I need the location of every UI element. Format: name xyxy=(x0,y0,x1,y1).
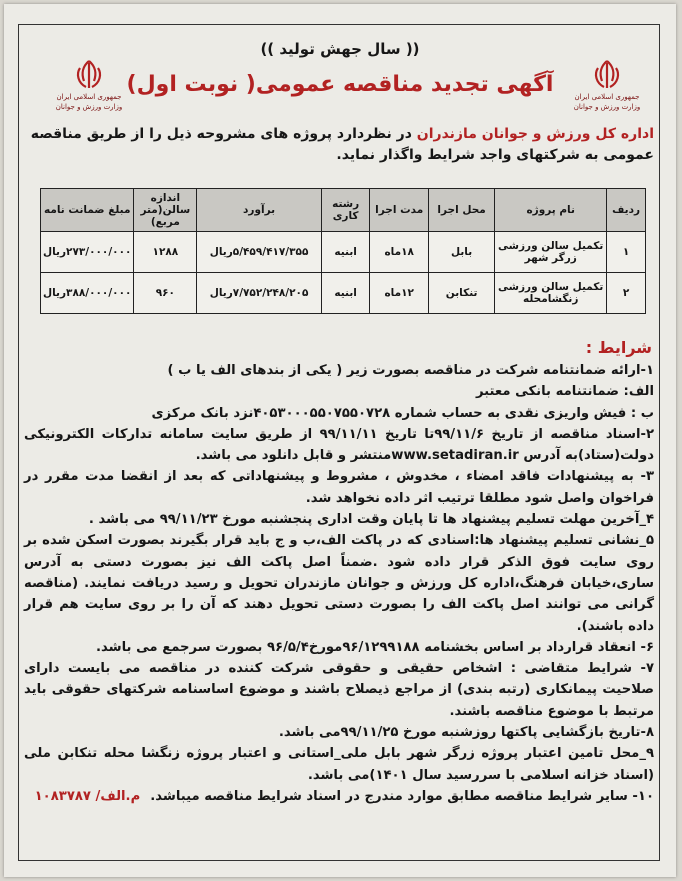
newspaper-clipping xyxy=(4,4,676,877)
header-discipline: رشته کاری xyxy=(321,189,370,232)
organization-name: اداره کل ورزش و جوانان مازندران xyxy=(416,126,654,142)
header-estimate: برآورد xyxy=(197,189,322,232)
intro-text: در نظردارد پروژه های مشروحه ذیل را از طریق مناقصه عمومی به شرکتهای واجد شرایط واگذار نماید. xyxy=(30,126,654,163)
cell-location: تنکابن xyxy=(428,273,494,314)
condition-item: ۷- شرایط متقاضی : اشخاص حقیقی و حقوقی شرکت کننده در مناقصه می بایست دارای صلاحیت پیمانکاری (رتبه بندی) از مراجع ذیصلاح باشند و موضوع اساسنامه شرکتهای حقوقی باید مرتبط با موضوع مناقصه باشند. xyxy=(24,661,654,719)
header-row-number: ردیف xyxy=(607,189,646,232)
condition-item: ب : فیش واریزی نقدی به حساب شماره ۴۰۵۳۰۰۰۵۵۰۷۵۵۰۷۲۸نزد بانک مرکزی xyxy=(151,405,654,421)
reference-number: م.الف/ ۱۰۸۳۷۸۷ xyxy=(34,788,141,804)
cell-row-number: ۲ xyxy=(607,273,646,314)
condition-item: ۴_آخرین مهلت تسلیم پیشنهاد ها تا پایان وقت اداری پنجشنبه مورخ ۹۹/۱۱/۲۳ می باشد . xyxy=(88,512,654,528)
emblem-left xyxy=(44,58,134,112)
cell-project-name: تکمیل سالن ورزشی زنگشامحله xyxy=(495,273,607,314)
cell-hall-size: ۱۲۸۸ xyxy=(134,232,197,273)
cell-guarantee-amount: ۲۷۳/۰۰۰/۰۰۰ریال xyxy=(41,232,134,273)
condition-item: ۲-اسناد مناقصه از تاریخ ۹۹/۱۱/۶تا تاریخ ۹۹/۱۱/۱۱ از طریق سایت سامانه تدارکات الکترونیکی دولت(ستاد)به آدرس www.setadiran.irمنتشر و قابل دانلود می باشد. xyxy=(24,426,654,464)
cell-project-name: تکمیل سالن ورزشی زرگر شهر xyxy=(495,232,607,273)
cell-duration: ۱۲ماه xyxy=(370,273,428,314)
cell-duration: ۱۸ماه xyxy=(370,232,428,273)
cell-discipline: ابنیه xyxy=(321,273,370,314)
emblem-right xyxy=(562,58,652,112)
condition-item: ۱-ارائه ضمانتنامه شرکت در مناقصه بصورت زیر ( یکی از بندهای الف یا ب ) xyxy=(167,363,654,378)
cell-estimate: ۵/۴۵۹/۴۱۷/۳۵۵ریال xyxy=(197,232,322,273)
iran-emblem-icon xyxy=(72,58,106,92)
emblem-caption-2: وزارت ورزش و جوانان xyxy=(55,103,123,111)
ad-title: آگهی تجدید مناقصه عمومی( نوبت اول) xyxy=(126,72,554,97)
condition-item-last xyxy=(24,786,654,807)
cell-guarantee-amount: ۳۸۸/۰۰۰/۰۰۰ریال xyxy=(41,273,134,314)
iran-emblem-icon xyxy=(590,58,624,92)
header-duration: مدت اجرا xyxy=(370,189,428,232)
condition-item: ۵_نشانی تسلیم پیشنهاد ها:اسنادی که در پاکت الف،ب و ج باید قرار بگیرند بصورت اسکن شده بر روی سایت فوق الذکر قرار داده شود .ضمناً اصل پاکت الف نیز بصورت دستی به آدرس ساری،خیابان فرهنگ،اداره کل ورزش و جوانان مازندران تحویل و رسید دریافت نمایند. (مناقصه گرانی می توانند اصل پاکت الف را بصورت دستی تحویل دهند که آن را بر روی سایت هم قرار داده باشند). xyxy=(24,533,654,634)
header-guarantee-amount: مبلغ ضمانت نامه xyxy=(41,189,134,232)
cell-estimate: ۷/۷۵۲/۲۴۸/۲۰۵ریال xyxy=(197,273,322,314)
conditions-title: شرایط : xyxy=(585,338,652,357)
cell-row-number: ۱ xyxy=(607,232,646,273)
condition-item: ۹_محل تامین اعتبار پروژه زرگر شهر بابل ملی_استانی و اعتبار پروژه زنگشا محله تنکابن ملی (اسناد خزانه اسلامی با سررسید سال ۱۴۰۱)می باشد. xyxy=(24,746,654,783)
emblem-caption-1: جمهوری اسلامی ایران xyxy=(56,93,122,101)
ad-intro xyxy=(26,124,654,166)
table-row xyxy=(41,232,646,273)
header-project-name: نام پروژه xyxy=(495,189,607,232)
condition-item: ۸-تاریخ بازگشایی پاکتها روزشنبه مورخ ۹۹/۱۱/۲۵می باشد. xyxy=(278,725,654,741)
table-header-row xyxy=(41,189,646,232)
condition-item: ۶- انعقاد قرارداد بر اساس بخشنامه ۹۶/۱۲۹۹۱۸۸مورخ۹۶/۵/۴ بصورت سرجمع می باشد. xyxy=(96,639,654,655)
emblem-caption-2: وزارت ورزش و جوانان xyxy=(573,103,641,111)
cell-location: بابل xyxy=(428,232,494,273)
table-row xyxy=(41,273,646,314)
condition-item: الف: ضمانتنامه بانکی معتبر xyxy=(475,384,654,400)
emblem-caption-1: جمهوری اسلامی ایران xyxy=(574,93,640,101)
cell-discipline: ابنیه xyxy=(321,232,370,273)
header-location: محل اجرا xyxy=(428,189,494,232)
conditions-list xyxy=(24,360,654,807)
condition-item: ۳- به پیشنهادات فاقد امضاء ، مخدوش ، مشروط و پیشنهاداتی که بعد از انقضا مدت مقرر در فراخوان واصل شود مطلقا ترتیب اثر داده نخواهد شد. xyxy=(24,469,654,506)
condition-item: ۱۰- سایر شرایط مناقصه مطابق موارد مندرج در اسناد شرایط مناقصه میباشد. xyxy=(150,788,654,804)
cell-hall-size: ۹۶۰ xyxy=(134,273,197,314)
tender-table xyxy=(40,188,646,314)
header-hall-size: اندازه سالن(متر مربع) xyxy=(134,189,197,232)
ad-subheading: (( سال جهش تولید )) xyxy=(260,40,420,58)
